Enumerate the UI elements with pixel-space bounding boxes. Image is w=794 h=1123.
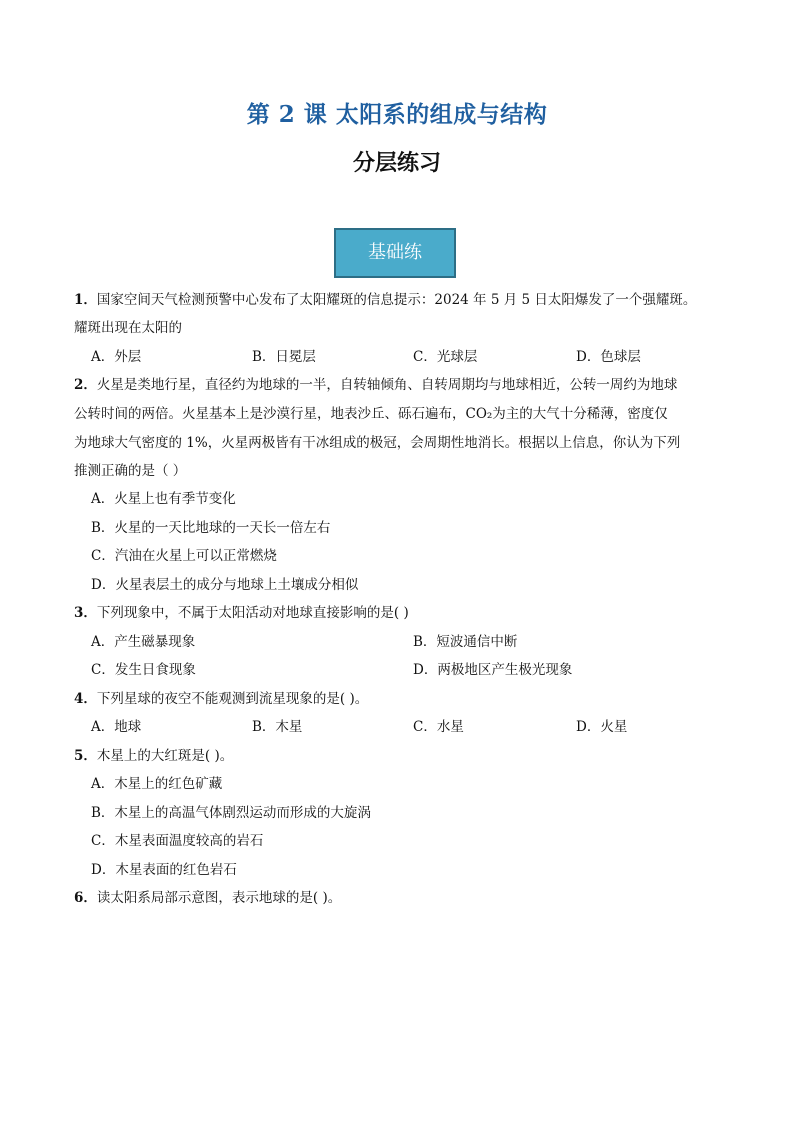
question-2-line-1 — [74, 376, 677, 394]
question-4-option-c: C．水星 — [413, 719, 464, 735]
question-1-line-2: 耀斑出现在太阳的 — [74, 320, 182, 336]
question-2-line-3: 为地球大气密度的 1%，火星两极皆有干冰组成的极冠，会周期性地消长。根据以上信息，你认为下列 — [74, 435, 681, 451]
question-2-text: 火星是类地行星，直径约为地球的一半，自转轴倾角、自转周期均与地球相近，公转一周约为地球 — [96, 377, 678, 393]
question-5-option-d: D．木星表面的红色岩石 — [91, 862, 237, 878]
question-1-line-1 — [74, 291, 696, 309]
question-3-option-a: A．产生磁暴现象 — [91, 634, 196, 650]
question-1-option-b: B．日冕层 — [252, 349, 316, 365]
question-4-text: 下列星球的夜空不能观测到流星现象的是( )。 — [96, 691, 369, 707]
question-4-option-a: A．地球 — [91, 719, 142, 735]
question-1-option-c: C．光球层 — [413, 349, 478, 365]
question-5-option-a: A．木星上的红色矿藏 — [91, 776, 223, 792]
question-4-number: 4． — [74, 691, 97, 707]
question-3-option-b: B．短波通信中断 — [413, 634, 518, 650]
question-5-number: 5． — [74, 748, 97, 764]
question-6-line — [74, 889, 341, 907]
question-3-number: 3． — [74, 605, 97, 621]
question-1-option-a: A．外层 — [91, 349, 142, 365]
question-1-option-d: D．色球层 — [576, 349, 641, 365]
question-3-option-c: C．发生日食现象 — [91, 662, 196, 678]
question-4-option-b: B．木星 — [252, 719, 303, 735]
page-subtitle: 分层练习 — [352, 150, 441, 176]
question-2-option-a: A．火星上也有季节变化 — [91, 491, 236, 507]
question-4-line — [74, 690, 368, 708]
question-2-option-c: C．汽油在火星上可以正常燃烧 — [91, 548, 277, 564]
question-1-number: 1． — [74, 292, 97, 308]
section-badge: 基础练 — [334, 228, 456, 278]
question-5-option-c: C．木星表面温度较高的岩石 — [91, 833, 264, 849]
question-4-option-d: D．火星 — [576, 719, 628, 735]
question-2-line-2: 公转时间的两倍。火星基本上是沙漠行星，地表沙丘、砾石遍布，CO₂为主的大气十分稀薄，密度仅 — [74, 406, 668, 422]
question-6-number: 6． — [74, 890, 97, 906]
question-5-line — [74, 747, 233, 765]
question-2-option-b: B．火星的一天比地球的一天长一倍左右 — [91, 520, 331, 536]
question-5-option-b: B．木星上的高温气体剧烈运动而形成的大旋涡 — [91, 805, 371, 821]
question-6-text: 读太阳系局部示意图，表示地球的是( )。 — [96, 890, 342, 906]
question-2-number: 2． — [74, 377, 97, 393]
question-5-text: 木星上的大红斑是( )。 — [96, 748, 234, 764]
question-2-option-d: D．火星表层土的成分与地球上土壤成分相似 — [91, 577, 359, 593]
question-2-line-4: 推测正确的是（ ） — [74, 463, 187, 479]
page-title: 第 2 课 太阳系的组成与结构 — [246, 101, 548, 128]
question-3-text: 下列现象中，不属于太阳活动对地球直接影响的是( ) — [96, 605, 409, 621]
question-3-option-d: D．两极地区产生极光现象 — [413, 662, 573, 678]
question-1-text: 国家空间天气检测预警中心发布了太阳耀斑的信息提示：2024 年 5 月 5 日太阳爆发了一个强耀斑。 — [96, 292, 697, 308]
question-3-line — [74, 604, 409, 622]
